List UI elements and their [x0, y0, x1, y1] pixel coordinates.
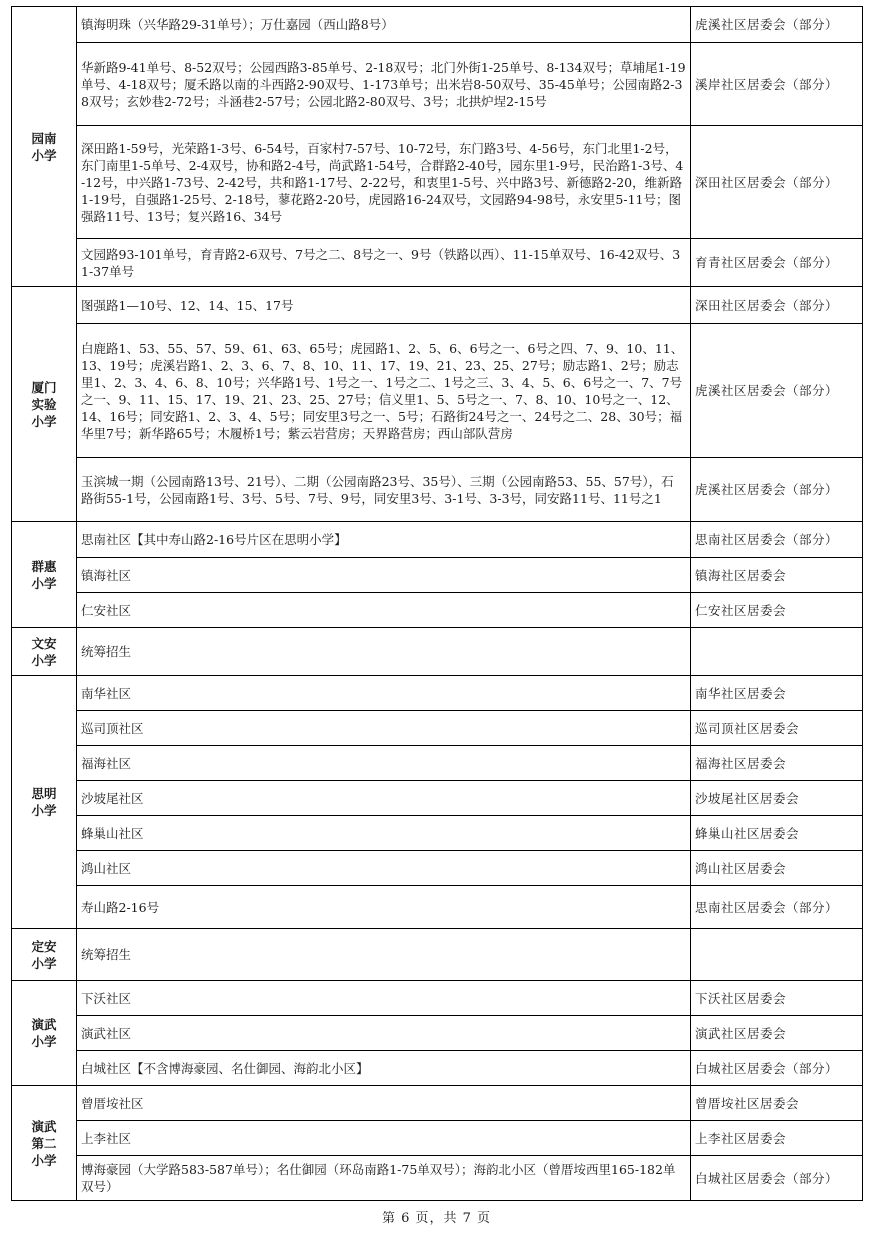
table-row	[12, 1086, 863, 1121]
address-range-cell: 沙坡尾社区	[77, 781, 691, 816]
address-range-cell: 白城社区【不含博海豪园、名仕御园、海韵北小区】	[77, 1051, 691, 1086]
school-name: 演武第二小学	[31, 1118, 57, 1168]
table-row	[12, 711, 863, 746]
table-row	[12, 324, 863, 458]
address-range-cell: 图强路1—10号、12、14、15、17号	[77, 287, 691, 324]
table-row	[12, 558, 863, 593]
community-cell: 深田社区居委会（部分）	[691, 126, 863, 239]
address-range-cell: 镇海社区	[77, 558, 691, 593]
school-name-cell	[12, 628, 77, 676]
table-row	[12, 126, 863, 239]
enrollment-zone-table	[11, 6, 863, 1201]
community-cell: 巡司顶社区居委会	[691, 711, 863, 746]
address-range-cell: 镇海明珠（兴华路29-31单号）；万仕嘉园（西山路8号）	[77, 7, 691, 43]
community-cell: 思南社区居委会（部分）	[691, 886, 863, 929]
address-range-cell: 鸿山社区	[77, 851, 691, 886]
community-cell: 演武社区居委会	[691, 1016, 863, 1051]
school-name-cell	[12, 676, 77, 929]
table-row	[12, 628, 863, 676]
table-row	[12, 981, 863, 1016]
community-cell: 南华社区居委会	[691, 676, 863, 711]
address-range-cell: 统筹招生	[77, 929, 691, 981]
address-range-cell: 深田路1-59号，光荣路1-3号、6-54号，百家村7-57号、10-72号，东门路3号、4-56号，东门北里1-2号，东门南里1-5单号、2-4双号，协和路2-4号，尚武路1-54号，合群路2-40号，园东里1-9号，民治路1-3号、4-12号，中兴路1-73号、2-42号，共和路1-17号、2-22号，和衷里1-5号、兴中路3号、新德路2-20，维新路1-19号，自强路1-25号、2-18号，蓼花路2-20号，虎园路16-24双号，文园路94-98号，永安里5-11号；图强路11号、13号；复兴路16、34号	[77, 126, 691, 239]
table-row	[12, 676, 863, 711]
community-cell: 白城社区居委会（部分）	[691, 1156, 863, 1201]
community-cell: 蜂巢山社区居委会	[691, 816, 863, 851]
table-row	[12, 522, 863, 558]
page-number: 第 6 页，共 7 页	[381, 1211, 492, 1226]
table-row	[12, 1016, 863, 1051]
table-row	[12, 287, 863, 324]
community-cell: 思南社区居委会（部分）	[691, 522, 863, 558]
community-cell: 沙坡尾社区居委会	[691, 781, 863, 816]
table-row	[12, 1121, 863, 1156]
address-range-cell: 博海豪园（大学路583-587单号）；名仕御园（环岛南路1-75单双号）；海韵北小区（曾厝垵西里165-182单双号）	[77, 1156, 691, 1201]
school-name-cell	[12, 981, 77, 1086]
table-row	[12, 1156, 863, 1201]
community-cell: 虎溪社区居委会（部分）	[691, 324, 863, 458]
address-range-cell: 蜂巢山社区	[77, 816, 691, 851]
school-name: 文安小学	[31, 635, 57, 668]
table-row	[12, 781, 863, 816]
community-cell: 仁安社区居委会	[691, 593, 863, 628]
school-name: 园南小学	[31, 130, 57, 163]
table-row	[12, 1051, 863, 1086]
address-range-cell: 华新路9-41单号、8-52双号；公园西路3-85单号、2-18双号；北门外街1-25单号、8-134双号；草埔尾1-19单号、4-18双号；厦禾路以南的斗西路2-90双号、1-173单号；出米岩8-50双号、35-45单号；公园南路2-38双号；玄妙巷2-72号；斗涵巷2-57号；公园北路2-80双号、3号；北拱炉埕2-15号	[77, 43, 691, 126]
community-cell: 镇海社区居委会	[691, 558, 863, 593]
address-range-cell: 统筹招生	[77, 628, 691, 676]
school-name: 定安小学	[31, 938, 57, 971]
address-range-cell: 文园路93-101单号，育青路2-6双号、7号之二、8号之一、9号（铁路以西）、11-15单双号、16-42双号、31-37单号	[77, 239, 691, 287]
address-range-cell: 演武社区	[77, 1016, 691, 1051]
table-row	[12, 7, 863, 43]
address-range-cell: 福海社区	[77, 746, 691, 781]
address-range-cell: 上李社区	[77, 1121, 691, 1156]
community-cell: 虎溪社区居委会（部分）	[691, 458, 863, 522]
address-range-cell: 仁安社区	[77, 593, 691, 628]
community-cell: 鸿山社区居委会	[691, 851, 863, 886]
address-range-cell: 白鹿路1、53、55、57、59、61、63、65号；虎园路1、2、5、6、6号之一、6号之四、7、9、10、11、13、19号；虎溪岩路1、2、3、6、7、8、10、11、17、19、21、23、25、27号；励志路1、2号；励志里1、2、3、4、6、8、10号；兴华路1号、1号之一、1号之二、1号之三、3、4、5、6、6号之一、7、7号之一、9、11、15、17、19、21、23、25、27号；信义里1、5、5号之一、7、8、10、10号之一、12、14、16号；同安路1、2、3、4、5号；同安里3号之一、5号；石路街24号之一、24号之二、28、30号；福华里7号；新华路65号；木履桥1号；紫云岩营房；天界路营房；西山部队营房	[77, 324, 691, 458]
school-name: 思明小学	[31, 786, 57, 818]
table-row	[12, 458, 863, 522]
school-name: 演武小学	[31, 1017, 57, 1049]
table-row	[12, 851, 863, 886]
community-cell: 深田社区居委会（部分）	[691, 287, 863, 324]
address-range-cell: 思南社区【其中寿山路2-16号片区在思明小学】	[77, 522, 691, 558]
school-name: 群惠小学	[31, 558, 57, 591]
table-row	[12, 746, 863, 781]
table-row	[12, 816, 863, 851]
address-range-cell: 寿山路2-16号	[77, 886, 691, 929]
table-row	[12, 43, 863, 126]
school-name-cell	[12, 929, 77, 981]
community-cell: 上李社区居委会	[691, 1121, 863, 1156]
community-cell: 虎溪社区居委会（部分）	[691, 7, 863, 43]
address-range-cell: 玉滨城一期（公园南路13号、21号）、二期（公园南路23号、35号）、三期（公园南路53、55、57号），石路街55-1号，公园南路1号、3号、5号、7号、9号，同安里3号、3-1号、3-3号，同安路11号、11号之1	[77, 458, 691, 522]
address-range-cell: 巡司顶社区	[77, 711, 691, 746]
address-range-cell: 南华社区	[77, 676, 691, 711]
community-cell: 下沃社区居委会	[691, 981, 863, 1016]
community-cell: 福海社区居委会	[691, 746, 863, 781]
community-cell: 育青社区居委会（部分）	[691, 239, 863, 287]
table-row	[12, 239, 863, 287]
school-name: 厦门实验小学	[31, 379, 57, 429]
table-row	[12, 886, 863, 929]
table-row	[12, 929, 863, 981]
table-row	[12, 593, 863, 628]
address-range-cell: 曾厝垵社区	[77, 1086, 691, 1121]
community-cell: 曾厝垵社区居委会	[691, 1086, 863, 1121]
school-name-cell	[12, 287, 77, 522]
school-name-cell	[12, 522, 77, 628]
school-name-cell	[12, 7, 77, 287]
community-cell: 白城社区居委会（部分）	[691, 1051, 863, 1086]
community-cell: 溪岸社区居委会（部分）	[691, 43, 863, 126]
school-name-cell	[12, 1086, 77, 1201]
community-cell	[691, 628, 863, 676]
address-range-cell: 下沃社区	[77, 981, 691, 1016]
community-cell	[691, 929, 863, 981]
